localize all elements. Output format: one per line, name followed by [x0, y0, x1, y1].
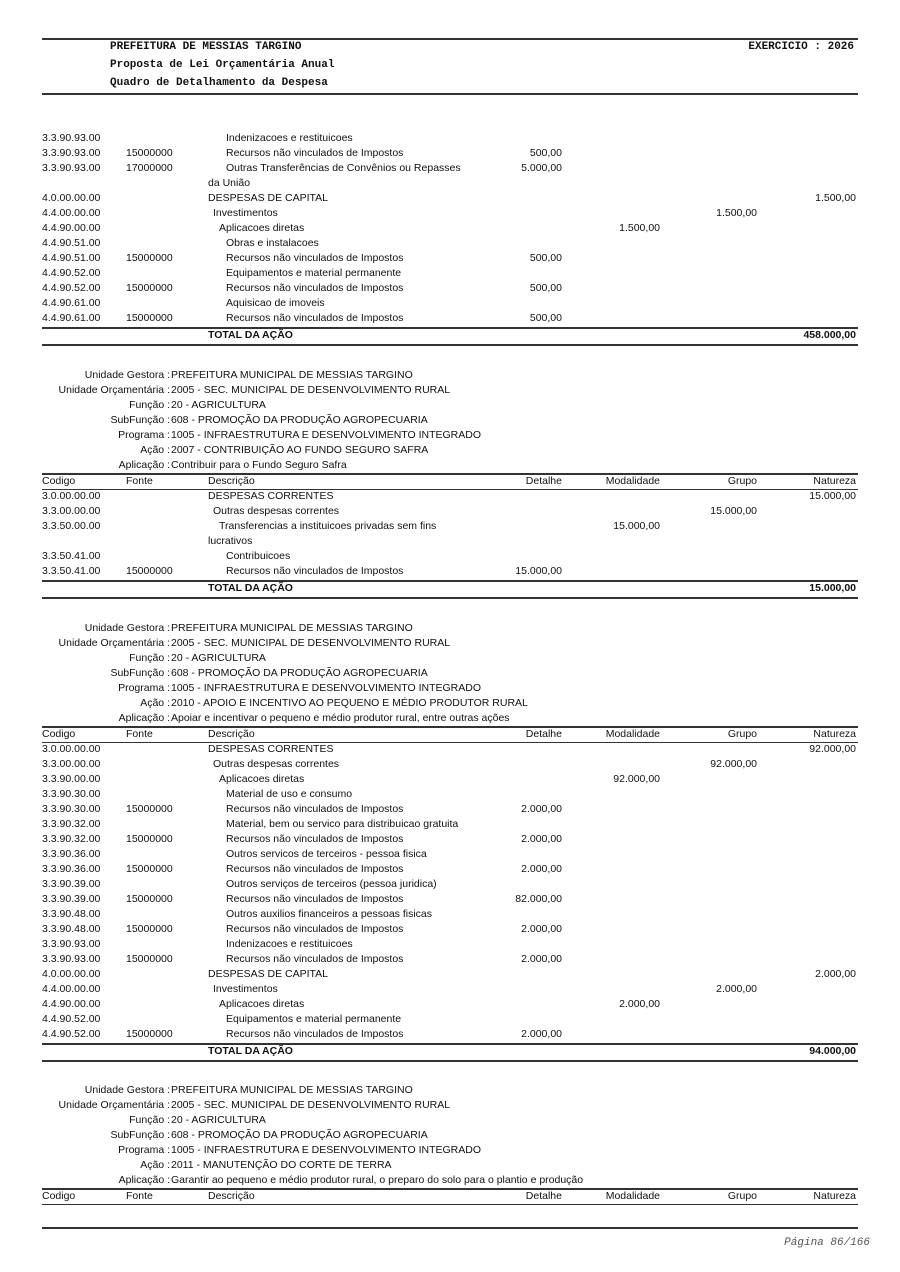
table-row: [42, 1027, 858, 1042]
cell-codigo: 4.4.90.52.00: [42, 1013, 101, 1025]
meta-value: 2005 - SEC. MUNICIPAL DE DESENVOLVIMENTO RURAL: [171, 1099, 451, 1111]
cell-descricao-cont: lucrativos: [208, 535, 253, 547]
cell-descricao: Recursos não vinculados de Impostos: [226, 252, 404, 264]
cell-fonte: 15000000: [126, 803, 173, 815]
column-header-modalidade: Modalidade: [605, 475, 660, 487]
table-row: [42, 997, 858, 1012]
meta-label: SubFunção :: [110, 1129, 170, 1141]
cell-natureza: 15.000,00: [809, 490, 856, 502]
cell-codigo: 3.0.00.00.00: [42, 490, 101, 502]
table-header: [42, 474, 858, 489]
table-row-continuation: [42, 534, 858, 549]
cell-codigo: 4.4.00.00.00: [42, 207, 101, 219]
total-label: TOTAL DA AÇÃO: [208, 582, 293, 594]
cell-detalhe: 2.000,00: [521, 863, 562, 875]
cell-fonte: 15000000: [126, 147, 173, 159]
cell-descricao: Material, bem ou servico para distribuicao gratuita: [226, 818, 459, 830]
meta-value: 608 - PROMOÇÃO DA PRODUÇÃO AGROPECUARIA: [171, 1129, 428, 1141]
cell-codigo: 3.3.00.00.00: [42, 505, 101, 517]
column-header-natureza: Natureza: [813, 1190, 856, 1202]
cell-codigo: 3.3.90.93.00: [42, 162, 101, 174]
cell-descricao: Outros servicos de terceiros - pessoa fisica: [226, 848, 427, 860]
cell-codigo: 4.4.90.51.00: [42, 237, 101, 249]
exercise-year: EXERCICIO : 2026: [748, 41, 854, 53]
document-subtitle: Proposta de Lei Orçamentária Anual: [110, 59, 335, 71]
meta-funcao: [42, 651, 858, 666]
cell-descricao: Obras e instalacoes: [226, 237, 319, 249]
meta-programa: [42, 428, 858, 443]
cell-codigo: 3.3.90.93.00: [42, 147, 101, 159]
cell-codigo: 3.3.90.93.00: [42, 938, 101, 950]
table-row: [42, 296, 858, 311]
meta-value: PREFEITURA MUNICIPAL DE MESSIAS TARGINO: [171, 369, 413, 381]
total-bottom-rule: [42, 344, 858, 346]
table-header-top-rule: [42, 1188, 858, 1190]
cell-codigo: 3.3.00.00.00: [42, 758, 101, 770]
meta-subfuncao: [42, 1128, 858, 1143]
table-row: [42, 952, 858, 967]
meta-aplicacao: [42, 1173, 858, 1188]
column-header-detalhe: Detalhe: [525, 1190, 562, 1202]
meta-value: 1005 - INFRAESTRUTURA E DESENVOLVIMENTO INTEGRADO: [171, 429, 482, 441]
table-row: [42, 877, 858, 892]
meta-value: 2005 - SEC. MUNICIPAL DE DESENVOLVIMENTO RURAL: [171, 637, 451, 649]
meta-funcao: [42, 398, 858, 413]
cell-natureza: 92.000,00: [809, 743, 856, 755]
cell-detalhe: 2.000,00: [521, 833, 562, 845]
table-row: [42, 519, 858, 534]
total-value: 15.000,00: [809, 582, 856, 594]
cell-codigo: 4.4.90.52.00: [42, 282, 101, 294]
cell-fonte: 15000000: [126, 312, 173, 324]
entity-name: PREFEITURA DE MESSIAS TARGINO: [110, 41, 302, 53]
table-header-bottom-rule: [42, 1204, 858, 1205]
meta-label: SubFunção :: [110, 414, 170, 426]
cell-descricao: Recursos não vinculados de Impostos: [226, 282, 404, 294]
column-header-grupo: Grupo: [727, 475, 757, 487]
cell-fonte: 15000000: [126, 953, 173, 965]
meta-aplicacao: [42, 458, 858, 473]
meta-unidade-gestora: [42, 621, 858, 636]
cell-descricao: Outros serviços de terceiros (pessoa juridica): [226, 878, 437, 890]
meta-value: 1005 - INFRAESTRUTURA E DESENVOLVIMENTO INTEGRADO: [171, 1144, 482, 1156]
meta-label: Unidade Gestora :: [84, 622, 170, 634]
cell-descricao: Recursos não vinculados de Impostos: [226, 923, 404, 935]
cell-fonte: 17000000: [126, 162, 173, 174]
cell-modalidade: 2.000,00: [619, 998, 660, 1010]
table-row: [42, 742, 858, 757]
cell-codigo: 4.4.90.61.00: [42, 312, 101, 324]
cell-descricao: Outras despesas correntes: [213, 505, 340, 517]
cell-descricao: Material de uso e consumo: [226, 788, 353, 800]
column-header-modalidade: Modalidade: [605, 1190, 660, 1202]
meta-programa: [42, 1143, 858, 1158]
meta-value: 20 - AGRICULTURA: [171, 399, 266, 411]
table-row: [42, 892, 858, 907]
meta-value: 20 - AGRICULTURA: [171, 1114, 266, 1126]
column-header-detalhe: Detalhe: [525, 728, 562, 740]
column-header-grupo: Grupo: [727, 728, 757, 740]
table-row: [42, 757, 858, 772]
cell-codigo: 3.3.90.32.00: [42, 833, 101, 845]
cell-codigo: 3.3.90.36.00: [42, 863, 101, 875]
meta-value: 20 - AGRICULTURA: [171, 652, 266, 664]
cell-natureza: 1.500,00: [815, 192, 856, 204]
cell-descricao: Recursos não vinculados de Impostos: [226, 803, 404, 815]
cell-grupo: 15.000,00: [710, 505, 757, 517]
total-value: 94.000,00: [809, 1045, 856, 1057]
column-header-modalidade: Modalidade: [605, 728, 660, 740]
meta-value: Garantir ao pequeno e médio produtor rural, o preparo do solo para o plantio e produção: [171, 1174, 584, 1186]
cell-descricao: Recursos não vinculados de Impostos: [226, 833, 404, 845]
cell-codigo: 3.3.90.48.00: [42, 908, 101, 920]
cell-detalhe: 2.000,00: [521, 1028, 562, 1040]
table-row: [42, 221, 858, 236]
total-row: [42, 581, 858, 596]
cell-descricao: Equipamentos e material permanente: [226, 267, 402, 279]
cell-codigo: 4.4.90.61.00: [42, 297, 101, 309]
cell-descricao: Indenizacoes e restituicoes: [226, 132, 353, 144]
table-header: [42, 1189, 858, 1204]
table-row: [42, 146, 858, 161]
cell-natureza: 2.000,00: [815, 968, 856, 980]
meta-label: Ação :: [140, 444, 170, 456]
cell-detalhe: 2.000,00: [521, 923, 562, 935]
table-row: [42, 489, 858, 504]
cell-codigo: 3.3.90.93.00: [42, 132, 101, 144]
cell-fonte: 15000000: [126, 893, 173, 905]
meta-funcao: [42, 1113, 858, 1128]
table-row: [42, 802, 858, 817]
cell-descricao: Investimentos: [213, 983, 278, 995]
meta-unidade-orcamentaria: [42, 636, 858, 651]
cell-modalidade: 1.500,00: [619, 222, 660, 234]
cell-descricao: DESPESAS CORRENTES: [208, 743, 334, 755]
table-row: [42, 236, 858, 251]
column-header-descricao: Descrição: [208, 1190, 255, 1202]
cell-fonte: 15000000: [126, 252, 173, 264]
cell-codigo: 4.4.00.00.00: [42, 983, 101, 995]
table-row: [42, 206, 858, 221]
meta-label: Função :: [129, 399, 170, 411]
page-number: Página 86/166: [784, 1237, 870, 1249]
cell-codigo: 4.4.90.52.00: [42, 1028, 101, 1040]
meta-label: Programa :: [118, 1144, 170, 1156]
total-bottom-rule: [42, 597, 858, 599]
meta-unidade-orcamentaria: [42, 383, 858, 398]
cell-codigo: 3.3.50.41.00: [42, 550, 101, 562]
cell-detalhe: 5.000,00: [521, 162, 562, 174]
cell-codigo: 4.4.90.00.00: [42, 222, 101, 234]
cell-fonte: 15000000: [126, 282, 173, 294]
cell-fonte: 15000000: [126, 1028, 173, 1040]
table-row: [42, 251, 858, 266]
meta-unidade-orcamentaria: [42, 1098, 858, 1113]
meta-label: Unidade Orçamentária :: [58, 384, 170, 396]
meta-value: 2011 - MANUTENÇÃO DO CORTE DE TERRA: [171, 1159, 392, 1171]
cell-codigo: 3.3.90.30.00: [42, 788, 101, 800]
meta-value: Apoiar e incentivar o pequeno e médio produtor rural, entre outras ações: [171, 712, 510, 724]
meta-subfuncao: [42, 666, 858, 681]
column-header-fonte: Fonte: [126, 475, 153, 487]
total-bottom-rule: [42, 1060, 858, 1062]
table-row: [42, 817, 858, 832]
column-header-fonte: Fonte: [126, 728, 153, 740]
cell-descricao: Recursos não vinculados de Impostos: [226, 893, 404, 905]
cell-descricao: Equipamentos e material permanente: [226, 1013, 402, 1025]
meta-label: Aplicação :: [118, 712, 170, 724]
cell-descricao: Outros auxilios financeiros a pessoas fisicas: [226, 908, 433, 920]
meta-unidade-gestora: [42, 1083, 858, 1098]
cell-codigo: 3.3.90.32.00: [42, 818, 101, 830]
meta-label: Unidade Gestora :: [84, 369, 170, 381]
cell-descricao: Transferencias a instituicoes privadas sem fins: [219, 520, 437, 532]
document-title: Quadro de Detalhamento da Despesa: [110, 77, 328, 89]
cell-descricao: Recursos não vinculados de Impostos: [226, 953, 404, 965]
cell-codigo: 4.0.00.00.00: [42, 192, 101, 204]
total-label: TOTAL DA AÇÃO: [208, 1045, 293, 1057]
meta-value: 2007 - CONTRIBUIÇÃO AO FUNDO SEGURO SAFRA: [171, 444, 429, 456]
cell-codigo: 3.3.90.39.00: [42, 893, 101, 905]
table-row: [42, 504, 858, 519]
table-row: [42, 832, 858, 847]
cell-descricao: Contribuicoes: [226, 550, 291, 562]
meta-unidade-gestora: [42, 368, 858, 383]
table-row: [42, 787, 858, 802]
table-row: [42, 847, 858, 862]
meta-label: Função :: [129, 652, 170, 664]
cell-detalhe: 500,00: [529, 252, 562, 264]
cell-codigo: 3.3.90.36.00: [42, 848, 101, 860]
cell-codigo: 3.3.90.30.00: [42, 803, 101, 815]
cell-descricao: Aplicacoes diretas: [219, 773, 305, 785]
cell-detalhe: 500,00: [529, 282, 562, 294]
table-row: [42, 281, 858, 296]
cell-fonte: 15000000: [126, 565, 173, 577]
meta-label: Ação :: [140, 1159, 170, 1171]
cell-detalhe: 82.000,00: [515, 893, 562, 905]
cell-grupo: 1.500,00: [716, 207, 757, 219]
total-row: [42, 1044, 858, 1059]
meta-label: Programa :: [118, 682, 170, 694]
table-row: [42, 937, 858, 952]
meta-label: SubFunção :: [110, 667, 170, 679]
cell-descricao: Outras Transferências de Convênios ou Repasses: [226, 162, 461, 174]
cell-descricao: Recursos não vinculados de Impostos: [226, 147, 404, 159]
meta-label: Aplicação :: [118, 1174, 170, 1186]
cell-codigo: 3.3.50.00.00: [42, 520, 101, 532]
meta-label: Programa :: [118, 429, 170, 441]
cell-codigo: 3.3.50.41.00: [42, 565, 101, 577]
meta-acao: [42, 1158, 858, 1173]
cell-codigo: 3.3.90.00.00: [42, 773, 101, 785]
meta-subfuncao: [42, 413, 858, 428]
cell-grupo: 2.000,00: [716, 983, 757, 995]
meta-value: 2010 - APOIO E INCENTIVO AO PEQUENO E MÉDIO PRODUTOR RURAL: [171, 697, 528, 709]
column-header-natureza: Natureza: [813, 728, 856, 740]
table-row: [42, 311, 858, 326]
table-header-top-rule: [42, 726, 858, 728]
table-row: [42, 191, 858, 206]
cell-descricao: Recursos não vinculados de Impostos: [226, 312, 404, 324]
table-row: [42, 862, 858, 877]
table-bottom-rule: [42, 1227, 858, 1229]
column-header-descricao: Descrição: [208, 475, 255, 487]
table-row: [42, 161, 858, 176]
cell-codigo: 4.4.90.00.00: [42, 998, 101, 1010]
table-row-continuation: [42, 176, 858, 191]
cell-grupo: 92.000,00: [710, 758, 757, 770]
cell-fonte: 15000000: [126, 833, 173, 845]
table-row: [42, 772, 858, 787]
table-row: [42, 549, 858, 564]
total-row: [42, 328, 858, 343]
cell-descricao: Aplicacoes diretas: [219, 222, 305, 234]
meta-value: Contribuir para o Fundo Seguro Safra: [171, 459, 347, 471]
cell-descricao: Recursos não vinculados de Impostos: [226, 1028, 404, 1040]
meta-value: 608 - PROMOÇÃO DA PRODUÇÃO AGROPECUARIA: [171, 667, 428, 679]
table-header: [42, 727, 858, 742]
column-header-codigo: Codigo: [42, 1190, 76, 1202]
meta-label: Unidade Orçamentária :: [58, 637, 170, 649]
cell-codigo: 3.3.90.48.00: [42, 923, 101, 935]
table-header-top-rule: [42, 473, 858, 475]
cell-fonte: 15000000: [126, 923, 173, 935]
meta-value: 608 - PROMOÇÃO DA PRODUÇÃO AGROPECUARIA: [171, 414, 428, 426]
table-row: [42, 1012, 858, 1027]
cell-modalidade: 92.000,00: [613, 773, 660, 785]
meta-label: Aplicação :: [118, 459, 170, 471]
cell-descricao: Indenizacoes e restituicoes: [226, 938, 353, 950]
cell-descricao: DESPESAS DE CAPITAL: [208, 192, 329, 204]
cell-detalhe: 2.000,00: [521, 803, 562, 815]
cell-descricao: DESPESAS CORRENTES: [208, 490, 334, 502]
cell-descricao: Outras despesas correntes: [213, 758, 340, 770]
column-header-detalhe: Detalhe: [525, 475, 562, 487]
cell-detalhe: 2.000,00: [521, 953, 562, 965]
column-header-natureza: Natureza: [813, 475, 856, 487]
cell-modalidade: 15.000,00: [613, 520, 660, 532]
table-row: [42, 266, 858, 281]
cell-detalhe: 500,00: [529, 312, 562, 324]
total-value: 458.000,00: [803, 329, 856, 341]
meta-acao: [42, 696, 858, 711]
meta-aplicacao: [42, 711, 858, 726]
cell-descricao: Aquisicao de imoveis: [226, 297, 325, 309]
cell-detalhe: 15.000,00: [515, 565, 562, 577]
cell-descricao: Aplicacoes diretas: [219, 998, 305, 1010]
meta-value: 2005 - SEC. MUNICIPAL DE DESENVOLVIMENTO RURAL: [171, 384, 451, 396]
cell-detalhe: 500,00: [529, 147, 562, 159]
cell-descricao-cont: da União: [208, 177, 251, 189]
table-row: [42, 922, 858, 937]
meta-acao: [42, 443, 858, 458]
cell-codigo: 3.0.00.00.00: [42, 743, 101, 755]
column-header-codigo: Codigo: [42, 728, 76, 740]
table-row: [42, 907, 858, 922]
meta-value: 1005 - INFRAESTRUTURA E DESENVOLVIMENTO INTEGRADO: [171, 682, 482, 694]
cell-descricao: Investimentos: [213, 207, 278, 219]
cell-descricao: Recursos não vinculados de Impostos: [226, 565, 404, 577]
meta-label: Unidade Gestora :: [84, 1084, 170, 1096]
meta-programa: [42, 681, 858, 696]
table-row: [42, 564, 858, 579]
table-row: [42, 967, 858, 982]
meta-label: Unidade Orçamentária :: [58, 1099, 170, 1111]
cell-descricao: Recursos não vinculados de Impostos: [226, 863, 404, 875]
column-header-grupo: Grupo: [727, 1190, 757, 1202]
table-row: [42, 131, 858, 146]
total-label: TOTAL DA AÇÃO: [208, 329, 293, 341]
cell-codigo: 4.4.90.51.00: [42, 252, 101, 264]
column-header-descricao: Descrição: [208, 728, 255, 740]
cell-fonte: 15000000: [126, 863, 173, 875]
table-row: [42, 982, 858, 997]
column-header-codigo: Codigo: [42, 475, 76, 487]
meta-label: Ação :: [140, 697, 170, 709]
cell-descricao: DESPESAS DE CAPITAL: [208, 968, 329, 980]
header-bottom-rule: [42, 93, 858, 95]
cell-codigo: 3.3.90.93.00: [42, 953, 101, 965]
meta-label: Função :: [129, 1114, 170, 1126]
cell-codigo: 4.0.00.00.00: [42, 968, 101, 980]
cell-codigo: 3.3.90.39.00: [42, 878, 101, 890]
header-top-rule: [42, 38, 858, 40]
cell-codigo: 4.4.90.52.00: [42, 267, 101, 279]
meta-value: PREFEITURA MUNICIPAL DE MESSIAS TARGINO: [171, 622, 413, 634]
meta-value: PREFEITURA MUNICIPAL DE MESSIAS TARGINO: [171, 1084, 413, 1096]
column-header-fonte: Fonte: [126, 1190, 153, 1202]
